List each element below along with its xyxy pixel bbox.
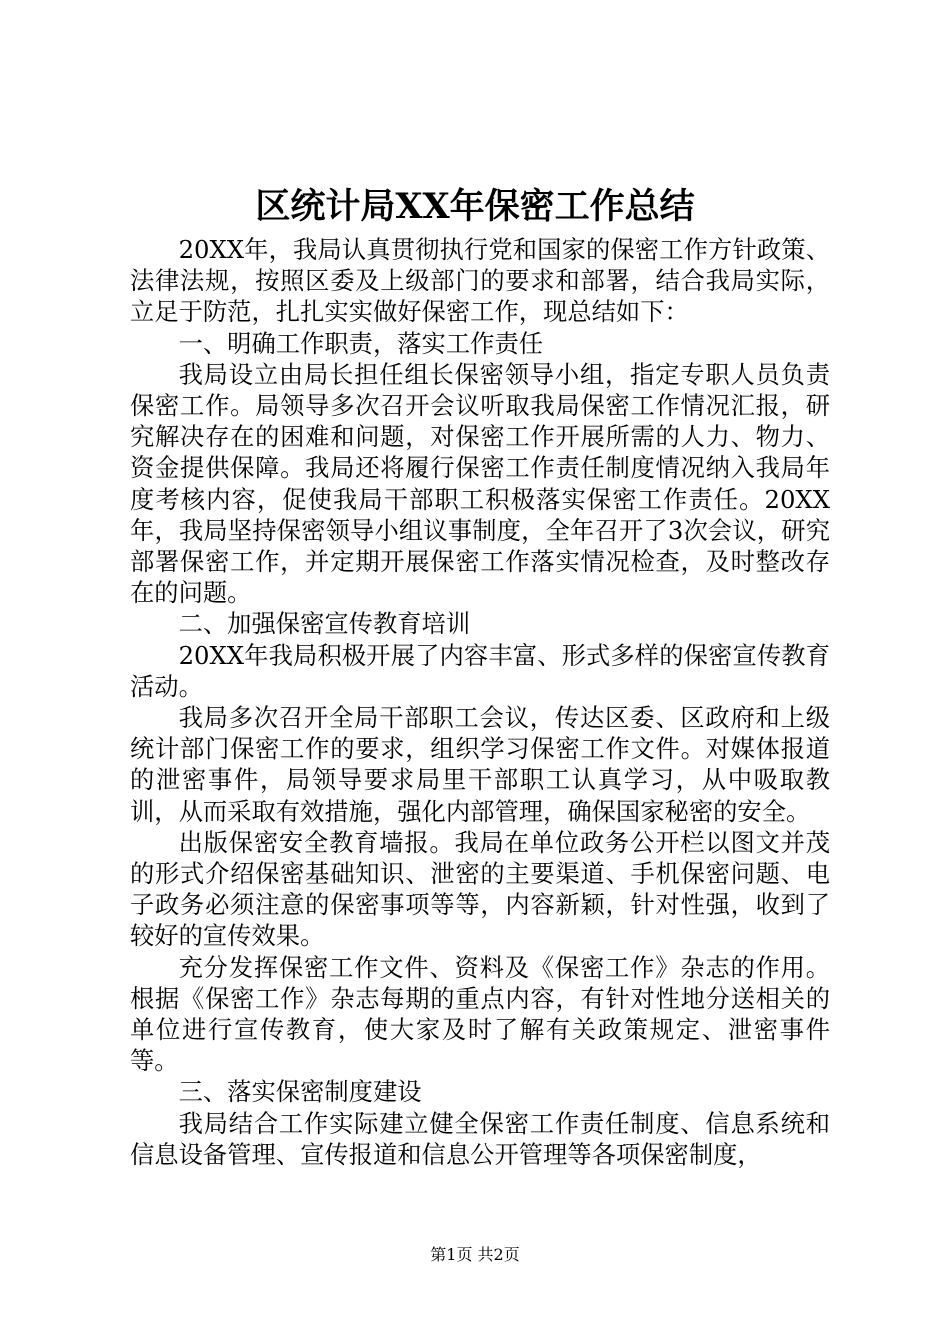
paragraph-3-1: 我局结合工作实际建立健全保密工作责任制度、信息系统和信息设备管理、宣传报道和信息公开管理等各项保密制度， bbox=[130, 1108, 830, 1169]
section-heading-3: 三、落实保密制度建设 bbox=[178, 1077, 422, 1107]
paragraph-1-1: 我局设立由局长担任组长保密领导小组，指定专职人员负责保密工作。局领导多次召开会议听取我局保密工作情况汇报，研究解决存在的困难和问题，对保密工作开展所需的人力、物力、资金提供保障。我局还将履行保密工作责任制度情况纳入我局年度考核内容，促使我局干部职工积极落实保密工作责任。20XX年，我局坚持保密领导小组议事制度，全年召开了3次会议，研究部署保密工作，并定期开展保密工作落实情况检查，及时整改存在的问题。 bbox=[130, 359, 830, 608]
paragraph-2-2: 我局多次召开全局干部职工会议，传达区委、区政府和上级统计部门保密工作的要求，组织学习保密工作文件。对媒体报道的泄密事件，局领导要求局里干部职工认真学习，从中吸取教训，从而采取有效措施，强化内部管理，确保国家秘密的安全。 bbox=[130, 703, 830, 826]
paragraph-2-1: 20XX年我局积极开展了内容丰富、形式多样的保密宣传教育活动。 bbox=[130, 640, 830, 701]
section-heading-2: 二、加强保密宣传教育培训 bbox=[178, 609, 471, 639]
page-footer: 第1页 共2页 bbox=[430, 1245, 520, 1264]
paragraph-2-3: 出版保密安全教育墙报。我局在单位政务公开栏以图文并茂的形式介绍保密基础知识、泄密的主要渠道、手机保密问题、电子政务必须注意的保密事项等等，内容新颖，针对性强，收到了较好的宣传效果。 bbox=[130, 827, 830, 951]
section-heading-1: 一、明确工作职责，落实工作责任 bbox=[178, 328, 544, 358]
document-title: 区统计局XX年保密工作总结 bbox=[255, 186, 695, 227]
paragraph-2-4: 充分发挥保密工作文件、资料及《保密工作》杂志的作用。根据《保密工作》杂志每期的重点内容，有针对性地分送相关的单位进行宣传教育，使大家及时了解有关政策规定、泄密事件等。 bbox=[130, 952, 830, 1076]
document-body bbox=[130, 234, 830, 1170]
paragraph-intro: 20XX年，我局认真贯彻执行党和国家的保密工作方针政策、法律法规，按照区委及上级部门的要求和部署，结合我局实际，立足于防范，扎扎实实做好保密工作，现总结如下： bbox=[130, 235, 830, 327]
